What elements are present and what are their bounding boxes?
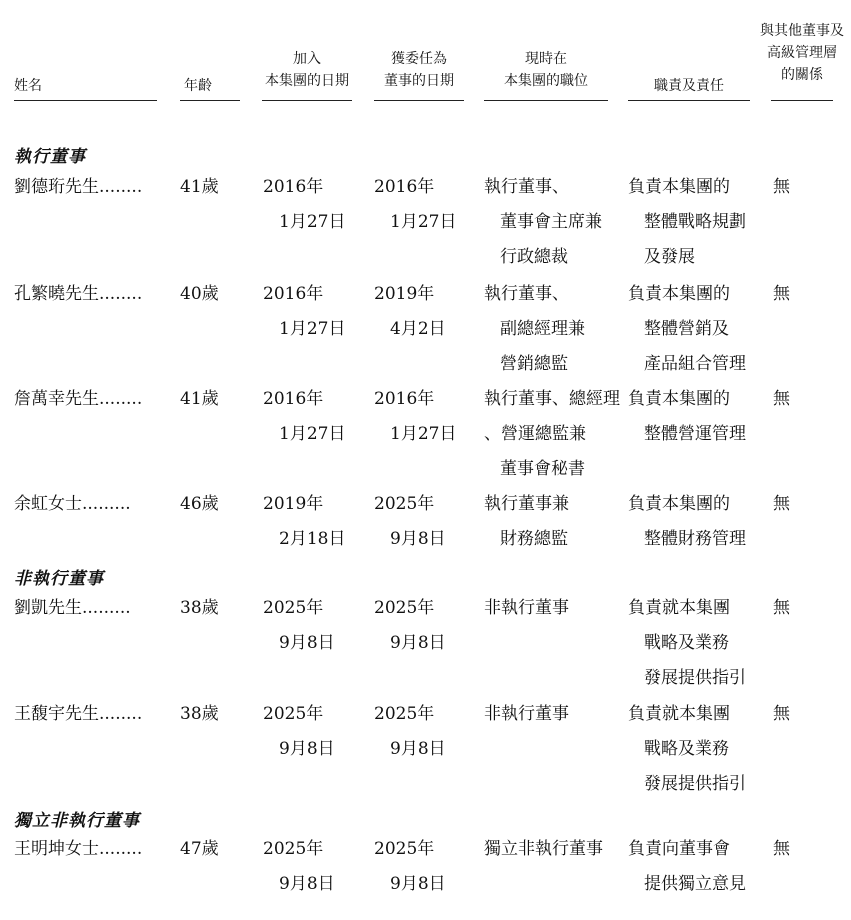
director-name: 王明坤女士........ [14,839,143,859]
director-age: 40歲 [180,284,219,304]
duties-line: 負責就本集團 [628,598,730,618]
relationship: 無 [773,494,790,514]
header-relationship-line: 與其他董事及 [760,23,844,39]
position-line: 非執行董事 [484,598,569,618]
join-date-day: 9月8日 [279,633,335,653]
header-name [14,75,42,97]
current-position [484,591,569,626]
header-current-position-line: 本集團的職位 [504,73,588,89]
director-name: 劉凱先生......... [14,598,131,618]
header-age [184,75,212,97]
join-date-year: 2025年 [263,598,324,618]
appointment-date-day: 9月8日 [390,633,446,653]
join-date-day: 9月8日 [279,739,335,759]
header-duties [628,75,750,97]
position-line: 、營運總監兼 [484,424,586,444]
appointment-date-year: 2016年 [374,389,435,409]
current-position [484,697,569,732]
join-date [263,277,345,347]
director-age: 38歲 [180,598,219,618]
relationship: 無 [773,177,790,197]
header-join-date [262,48,352,92]
duties-line: 戰略及業務 [644,739,729,759]
duties-line: 產品組合管理 [644,354,746,374]
duties [628,277,746,382]
header-age-line: 年齡 [184,78,212,94]
header-appointment-date-line: 獲委任為 [391,51,447,67]
duties-line: 整體財務管理 [644,529,746,549]
position-line: 財務總監 [500,529,568,549]
header-rule-join-date [262,100,352,101]
position-line: 行政總裁 [500,247,568,267]
director-age: 41歲 [180,177,219,197]
duties-line: 整體戰略規劃 [644,212,746,232]
appointment-date-day: 4月2日 [390,319,446,339]
section-title-independent: 獨立非執行董事 [14,811,140,831]
appointment-date [374,591,446,661]
appointment-date-day: 1月27日 [390,212,457,232]
join-date-year: 2016年 [263,177,324,197]
duties-line: 負責本集團的 [628,389,730,409]
appointment-date [374,382,456,452]
duties-line: 發展提供指引 [644,774,746,794]
join-date-year: 2025年 [263,839,324,859]
join-date-day: 9月8日 [279,874,335,894]
appointment-date-year: 2019年 [374,284,435,304]
header-rule-relationship [771,100,833,101]
header-name-line: 姓名 [14,78,42,94]
appointment-date [374,697,446,767]
join-date-day: 2月18日 [279,529,346,549]
director-age: 47歲 [180,839,219,859]
appointment-date [374,170,456,240]
relationship: 無 [773,598,790,618]
director-name: 詹萬幸先生........ [14,389,143,409]
current-position [484,832,603,867]
position-line: 非執行董事 [484,704,569,724]
join-date-year: 2025年 [263,704,324,724]
director-age: 41歲 [180,389,219,409]
join-date [263,591,335,661]
duties-line: 提供獨立意見 [644,874,746,894]
header-current-position [484,48,608,92]
header-duties-line: 職責及責任 [654,78,724,94]
header-relationship-line: 高級管理層 [767,45,837,61]
header-join-date-line: 本集團的日期 [265,73,349,89]
position-line: 董事會秘書 [500,459,585,479]
appointment-date-year: 2025年 [374,839,435,859]
duties-line: 負責本集團的 [628,284,730,304]
duties [628,170,746,275]
duties-line: 發展提供指引 [644,668,746,688]
appointment-date [374,832,446,902]
header-rule-current-position [484,100,608,101]
join-date [263,832,335,902]
header-join-date-line: 加入 [293,51,321,67]
appointment-date-year: 2025年 [374,704,435,724]
appointment-date-year: 2025年 [374,494,435,514]
header-current-position-line: 現時在 [525,51,567,67]
relationship: 無 [773,704,790,724]
header-relationship [760,20,844,86]
join-date-day: 1月27日 [279,424,346,444]
position-line: 董事會主席兼 [500,212,602,232]
header-rule-age [180,100,240,101]
current-position [484,277,585,382]
section-title-non-executive: 非執行董事 [14,569,104,589]
join-date-day: 1月27日 [279,212,346,232]
join-date-year: 2019年 [263,494,324,514]
director-name: 劉德珩先生........ [14,177,143,197]
director-name: 余虹女士......... [14,494,131,514]
director-age: 38歲 [180,704,219,724]
duties-line: 負責就本集團 [628,704,730,724]
join-date [263,487,345,557]
director-name: 孔繁曉先生........ [14,284,143,304]
join-date [263,170,345,240]
duties-line: 負責本集團的 [628,177,730,197]
appointment-date-day: 9月8日 [390,529,446,549]
appointment-date-day: 1月27日 [390,424,457,444]
appointment-date [374,277,446,347]
position-line: 執行董事兼 [484,494,569,514]
join-date [263,382,345,452]
director-name: 王馥宇先生........ [14,704,143,724]
duties-line: 整體營運管理 [644,424,746,444]
current-position [484,487,569,557]
duties [628,697,746,802]
section-title-executive: 執行董事 [14,147,86,167]
current-position [484,170,602,275]
duties [628,832,746,902]
join-date-year: 2016年 [263,284,324,304]
appointment-date-year: 2025年 [374,598,435,618]
duties-line: 負責向董事會 [628,839,730,859]
header-rule-duties [628,100,750,101]
duties-line: 負責本集團的 [628,494,730,514]
duties-line: 整體營銷及 [644,319,729,339]
position-line: 執行董事、 [484,284,569,304]
header-appointment-date-line: 董事的日期 [384,73,454,89]
position-line: 執行董事、 [484,177,569,197]
relationship: 無 [773,284,790,304]
position-line: 副總經理兼 [500,319,585,339]
appointment-date-year: 2016年 [374,177,435,197]
header-rule-appointment-date [374,100,464,101]
duties [628,487,746,557]
appointment-date [374,487,446,557]
header-appointment-date [374,48,464,92]
position-line: 獨立非執行董事 [484,839,603,859]
appointment-date-day: 9月8日 [390,739,446,759]
join-date-day: 1月27日 [279,319,346,339]
director-age: 46歲 [180,494,219,514]
appointment-date-day: 9月8日 [390,874,446,894]
relationship: 無 [773,389,790,409]
join-date-year: 2016年 [263,389,324,409]
position-line: 營銷總監 [500,354,568,374]
duties-line: 戰略及業務 [644,633,729,653]
header-relationship-line: 的關係 [781,67,823,83]
header-rule-name [14,100,157,101]
duties [628,591,746,696]
join-date [263,697,335,767]
relationship: 無 [773,839,790,859]
current-position [484,382,620,487]
position-line: 執行董事、總經理 [484,389,620,409]
duties-line: 及發展 [644,247,695,267]
duties [628,382,746,452]
